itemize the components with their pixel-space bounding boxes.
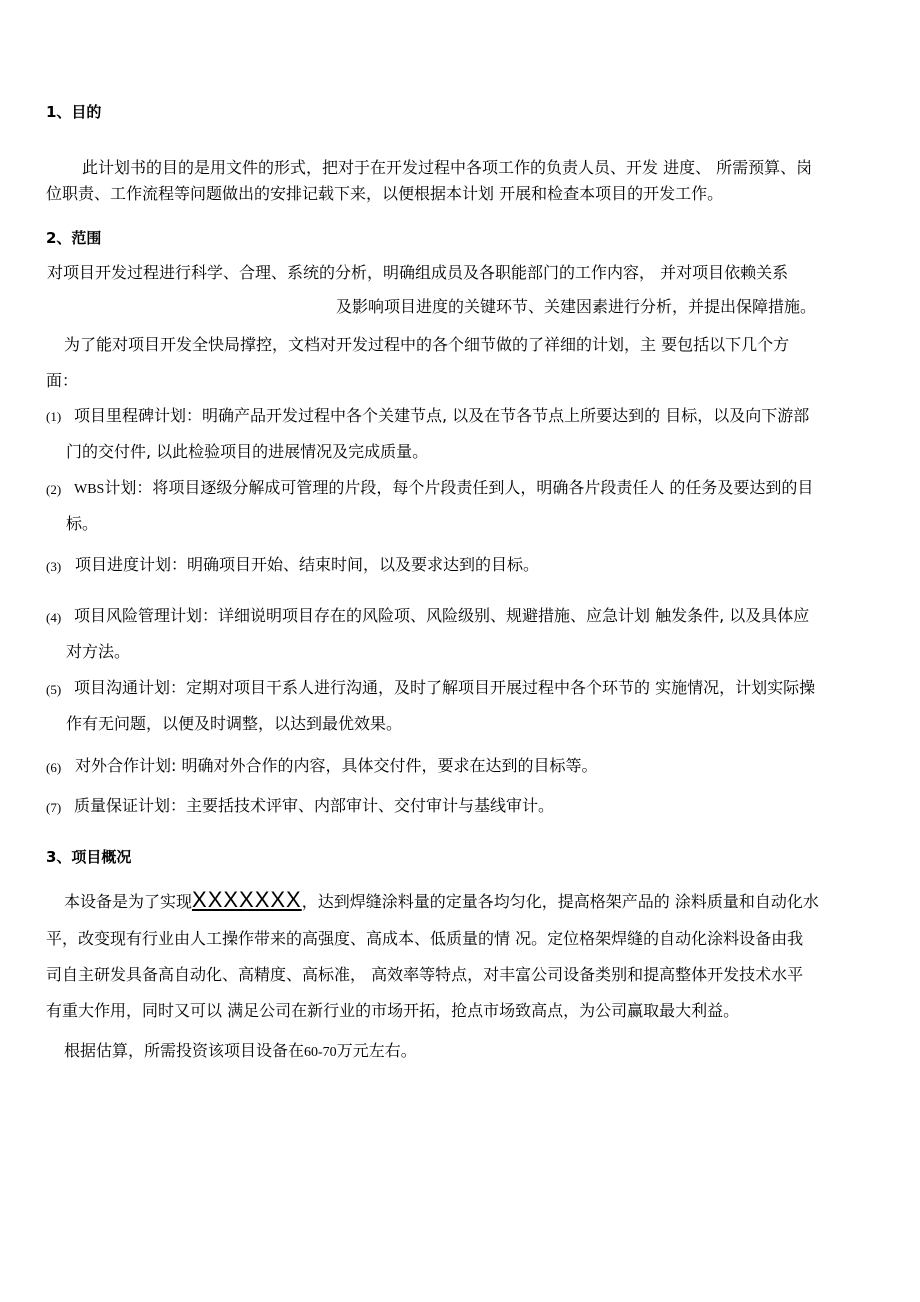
overview-line-2: 平，改变现有行业由人工操作带来的高强度、高成本、低质量的情 况。定位格架焊缝的自动化涂料设备由我 — [46, 929, 804, 948]
list-item-text: 质量保证计划：主要括技术评审、内部审计、交付审计与基线审计。 — [74, 796, 555, 815]
list-item-number: (5) — [46, 682, 62, 697]
section-heading-scope: 2、范围 — [46, 229, 102, 247]
list-item-text: 项目进度计划：明确项目开始、结束时间，以及要求达到的目标。 — [75, 555, 540, 574]
list-item-text-cont: 作有无问题，以便及时调整，以达到最优效果。 — [66, 714, 403, 733]
list-item-number: (2) — [46, 482, 62, 497]
list-item-text — [74, 477, 813, 501]
scope-intro-line-1: 为了能对项目开发全快局撑控，文档对开发过程中的各个细节做的了祥细的计划，主 要包括以下几个方 — [64, 335, 790, 354]
budget-text-start: 根据估算，所需投资该项目设备在 — [64, 1041, 305, 1060]
list-item-text-cont: 对方法。 — [66, 642, 131, 661]
list-item-number: (7) — [46, 800, 62, 815]
section-heading-overview: 3、项目概况 — [46, 848, 132, 866]
list-item-text-cont: 标。 — [66, 514, 99, 533]
overview-line-1-start: 本设备是为了实现 — [64, 892, 193, 911]
purpose-line-2: 位职责、工作流程等问题做出的安排记载下来，以便根据本计划 开展和检查本项目的开发工作。 — [46, 184, 724, 203]
list-item-number: (6) — [46, 760, 62, 775]
list-item-text-body: 计划：将项目逐级分解成可管理的片段，每个片段责任到人，明确各片段责任人 的任务及要达到的目 — [104, 478, 814, 497]
placeholder-text: XXXXXXX — [192, 887, 302, 912]
list-item-number: (1) — [46, 409, 62, 424]
list-item-number: (3) — [46, 559, 62, 574]
wbs-label: WBS — [74, 482, 105, 497]
overview-budget-line — [64, 1040, 417, 1064]
budget-text-end: 万元左右。 — [336, 1041, 417, 1060]
section-heading-purpose: 1、目的 — [46, 103, 102, 121]
overview-line-1 — [64, 889, 819, 913]
scope-intro-line-2: 面： — [46, 371, 79, 390]
budget-amount: 60-70 — [304, 1045, 337, 1060]
overview-line-3: 司自主研发具备高自动化、高精度、高标准， 高效率等特点，对丰富公司设备类别和提高整体开发技术水平 — [46, 965, 804, 984]
list-item-text: 项目风险管理计划：详细说明项目存在的风险项、风险级别、规避措施、应急计划 触发条件, 以及具体应 — [74, 606, 810, 625]
list-item-text: 项目沟通计划：定期对项目干系人进行沟通，及时了解项目开展过程中各个环节的 实施情况，计划实际操 — [74, 678, 816, 697]
list-item-text-cont: 门的交付件, 以此检验项目的进展情况及完成质量。 — [66, 442, 429, 461]
scope-line-2: 及影响项目进度的关键环节、关建因素进行分析，并提出保障措施。 — [336, 297, 817, 316]
overview-line-4: 有重大作用，同时又可以 满足公司在新行业的市场开拓，抢点市场致高点，为公司赢取最大利益。 — [46, 1001, 740, 1020]
list-item-text: 对外合作计划: 明确对外合作的内容，具体交付件，要求在达到的目标等。 — [75, 756, 598, 775]
list-item-number: (4) — [46, 610, 62, 625]
list-item-text: 项目里程碑计划：明确产品开发过程中各个关建节点, 以及在节各节点上所要达到的 目标，以及向下游部 — [74, 406, 810, 425]
scope-line-1: 对项目开发过程进行科学、合理、系统的分析，明确组成员及各职能部门的工作内容， 并对项目依赖关系 — [47, 263, 789, 282]
overview-line-1-end: ，达到焊缝涂料量的定量各均匀化，提高格架产品的 涂料质量和自动化水 — [301, 892, 819, 911]
purpose-line-1: 此计划书的目的是用文件的形式，把对于在开发过程中各项工作的负责人员、开发 进度、 所需预算、岗 — [82, 158, 813, 177]
